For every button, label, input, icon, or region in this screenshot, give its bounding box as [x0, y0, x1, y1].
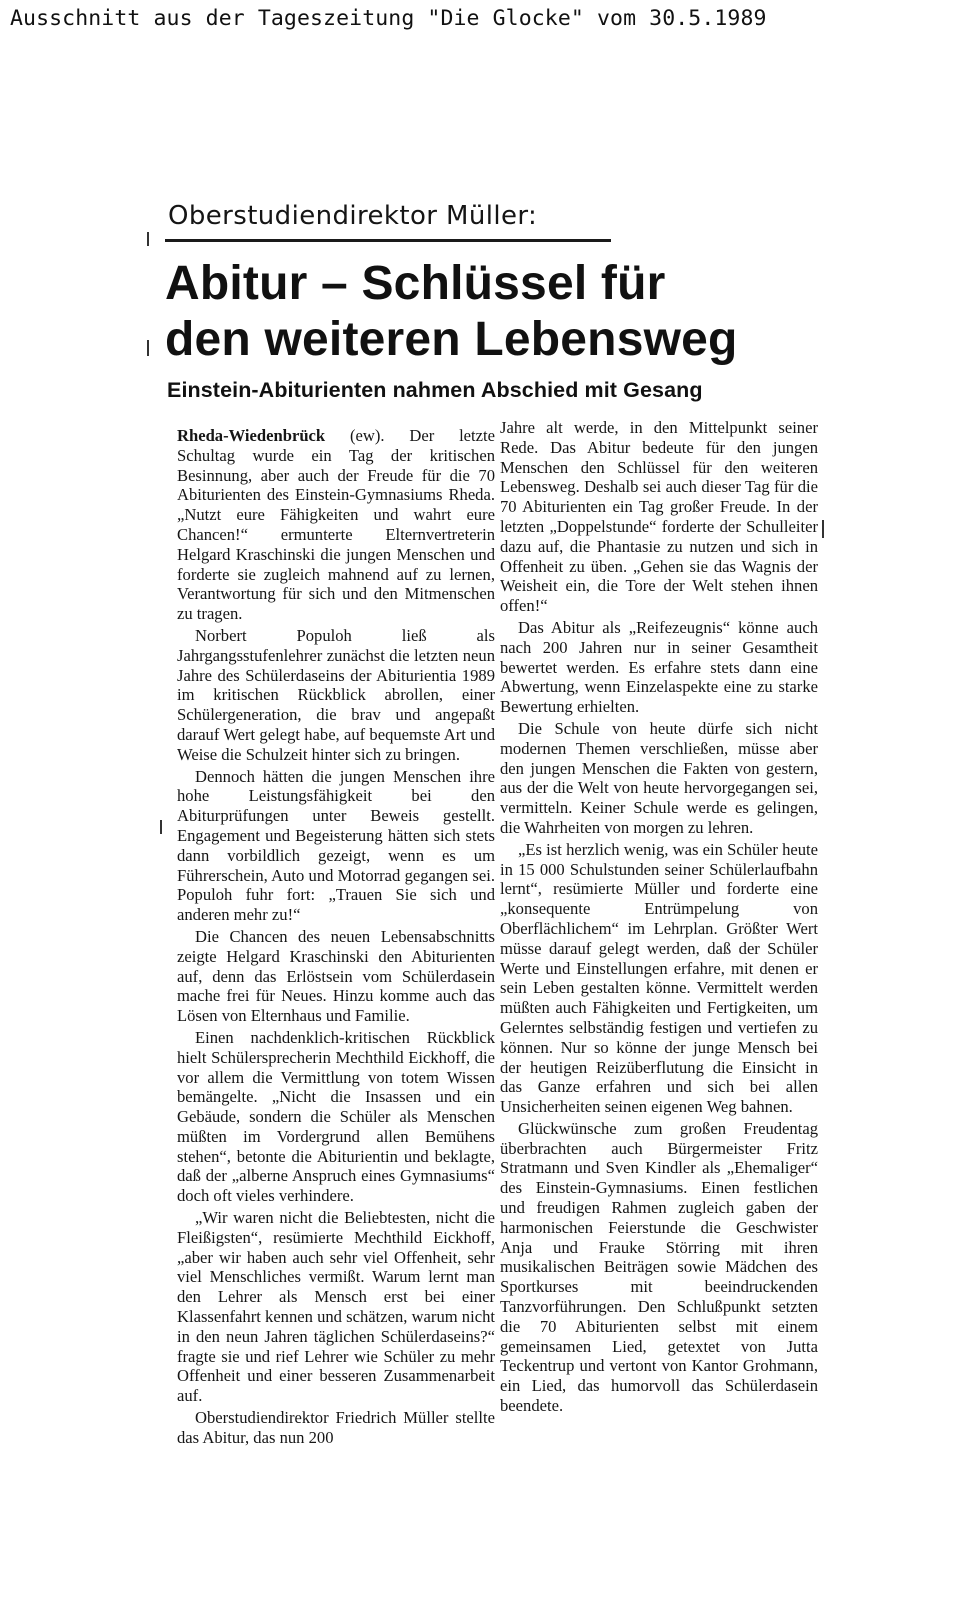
paragraph: Die Chancen des neuen Lebensabschnitts zeigte Helgard Kraschinski den Abiturienten auf, denn das Erlöstsein vom Schülerdasein mache frei für Neues. Hinzu komme auch das Lösen von Elternhaus und Familie.: [177, 926, 495, 1026]
paragraph: Oberstudiendirektor Friedrich Müller stellte das Abitur, das nun 200: [177, 1408, 495, 1447]
paragraph: Glückwünsche zum großen Freudentag überbrachten auch Bürgermeister Fritz Stratmann und Sven Kindler als „Ehemaliger“ des Einstein-Gymnasiums. Einen festlichen und freudigen Rahmen zugleich gaben der harmonischen Feierstunde die Geschwister Anja und Frauke Störring mit ihren musikalischen Beiträgen sowie Mädchen des Sportkurses mit beeindruckenden Tanzvorführungen. Den Schlußpunkt setzten die 70 Abiturienten selbst mit einem gemeinsamen Lied, getextet von Jutta Teckentrup und vertont von Kantor Grohmann, ein Lied, das humorvoll das Schülerdasein beendete.: [500, 1118, 818, 1416]
article-kicker: Oberstudiendirektor Müller:: [168, 201, 538, 231]
paragraph-text: (ew). Der letzte Schultag wurde ein Tag der kritischen Besinnung, aber auch der Freude für die 70 Abiturienten des Einstein-Gymnasiums Rheda. „Nutzt eure Fähigkeiten und wahrt eure Chancen!“ ermunterte Elternvertreterin Helgard Kraschinski die jungen Menschen und forderte sie zugleich mahnend auf zu lernen, Verantwortung für sich und den Mitmenschen zu tragen.: [177, 426, 495, 624]
paragraph: [177, 426, 495, 624]
dateline: Rheda-Wiedenbrück: [177, 426, 326, 445]
scan-margin-mark: [147, 232, 149, 246]
paragraph: „Wir waren nicht die Beliebtesten, nicht die Fleißigsten“, resümierte Mechthild Eickhoff, „aber wir haben auch sehr viel Offenheit, sehr viel Menschliches vermißt. Warum lernt man den Lehrer als Mensch erst bei einer Klassenfahrt kennen und schätzen, warum nicht in den neun Jahren täglichen Schülerdaseins?“ fragte sie und rief Lehrer wie Schüler zu mehr Offenheit und einer besseren Zusammenarbeit auf.: [177, 1208, 495, 1406]
paragraph: Das Abitur als „Reifezeugnis“ könne auch nach 200 Jahren nur in seiner Gesamtheit bewertet werden. Es erfahre stets dann eine Abwertung, wenn Einzelaspekte eine zu starke Bewertung erhielten.: [500, 617, 818, 717]
paragraph: Norbert Populoh ließ als Jahrgangsstufenlehrer zunächst die letzten neun Jahre des Schülerdaseins der Abiturientia 1989 im kritischen Rückblick abrollen, einer Schülergeneration, die brav und angepaßt darauf Wert gelegt habe, auf bequemste Art und Weise die Schulzeit hinter sich zu bringen.: [177, 625, 495, 764]
paragraph: Die Schule von heute dürfe sich nicht modernen Themen verschließen, müsse aber den jungen Menschen die Fakten von gestern, aus der die Welt von heute hervorgegangen sei, vermitteln. Keiner Schule werde es gelingen, die Wahrheiten von morgen zu lehren.: [500, 718, 818, 837]
paragraph: Dennoch hätten die jungen Menschen ihre hohe Leistungsfähigkeit bei den Abiturprüfungen unter Beweis gestellt. Engagement und Begeisterung hätten sich stets dann vorbildlich gezeigt, wenn es um Führerschein, Auto und Motorrad gegangen sei. Populoh fuhr fort: „Trauen Sie sich und anderen mehr zu!“: [177, 766, 495, 925]
article-headline: [165, 256, 865, 368]
article-column-right: [500, 418, 818, 1418]
paragraph: Jahre alt werde, in den Mittelpunkt seiner Rede. Das Abitur bedeute für den jungen Menschen den Schlüssel für den weiteren Lebensweg. Deshalb sei auch dieser Tag für die 70 Abiturienten ein Tag großer Freude. In der letzten „Doppelstunde“ forderte der Schulleiter dazu auf, die Phantasie zu nutzen und sich in Offenheit zu üben. „Gehen sie das Wagnis der Weisheit ein, die Tore der Welt stehen ihnen offen!“: [500, 418, 818, 616]
paragraph: „Es ist herzlich wenig, was ein Schüler heute in 15 000 Schulstunden seiner Schülerlaufbahn lernt“, resümierte Müller und forderte eine „konsequente Entrümpelung von Oberflächlichem“ im Lehrplan. Größter Wert müsse darauf gelegt werden, daß der Schüler Werte und Einstellungen erfahre, mit denen er sein Leben gestalten könne. Vermittelt werden müßten auch Fähigkeiten und Fertigkeiten, um Gelerntes selbständig festigen und vertiefen zu können. Nur so könne der junge Mensch bei der heutigen Reizüberflutung die Einsicht in das Ganze erfahren und sich bei allen Unsicherheiten seinen eigenen Weg bahnen.: [500, 839, 818, 1117]
headline-line: Abitur – Schlüssel für: [165, 257, 666, 310]
scan-margin-mark: [147, 340, 149, 356]
article-subheadline: Einstein-Abiturienten nahmen Abschied mit Gesang: [167, 378, 703, 402]
scan-margin-mark: [160, 820, 162, 834]
article-column-left: [177, 426, 495, 1450]
kicker-underline: [165, 239, 611, 242]
source-caption: Ausschnitt aus der Tageszeitung "Die Glocke" vom 30.5.1989: [10, 6, 767, 31]
paragraph: Einen nachdenklich-kritischen Rückblick hielt Schülersprecherin Mechthild Eickhoff, die vor allem die Vermittlung von totem Wissen bemängelte. „Nicht die Insassen und ein Gebäude, sondern die Schüler als Menschen müßten im Vordergrund allen Bemühens stehen“, betonte die Abiturientin und beklagte, daß der „alberne Anspruch eines Gymnasiums“ doch oft vieles verhindere.: [177, 1027, 495, 1206]
scan-margin-mark: [822, 520, 824, 538]
headline-line: den weiteren Lebensweg: [165, 313, 738, 366]
